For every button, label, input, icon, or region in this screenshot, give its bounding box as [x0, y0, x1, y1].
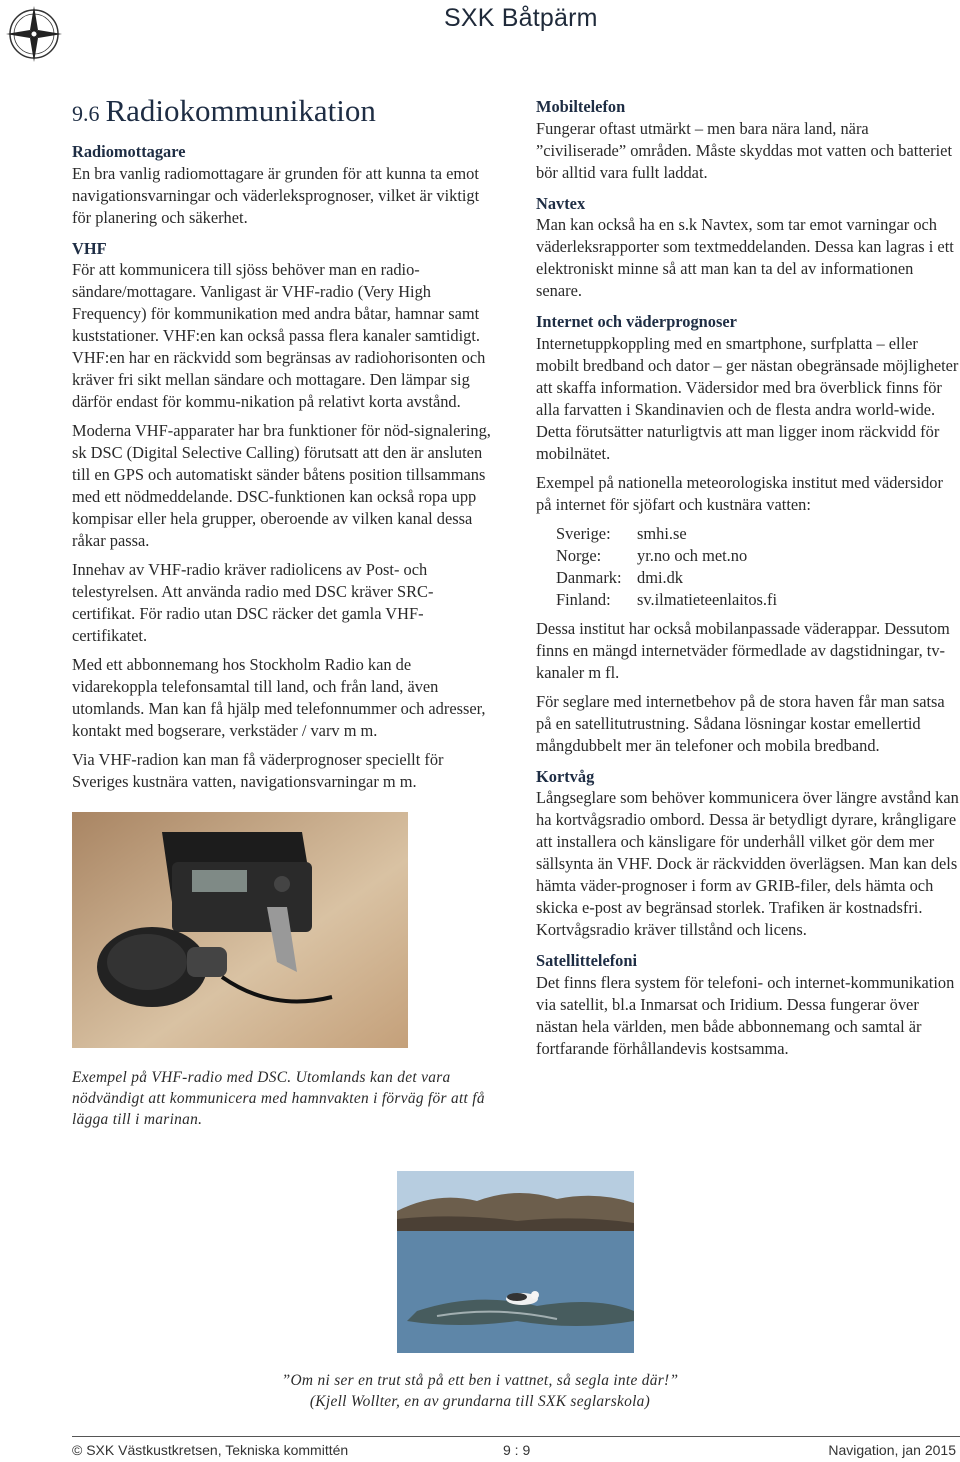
institute-site: smhi.se	[637, 523, 687, 543]
institute-country: Sverige:	[556, 523, 611, 543]
left-column	[72, 92, 492, 1130]
compass-rose-logo	[4, 2, 64, 64]
paragraph: Man kan också ha en s.k Navtex, som tar emot varningar och väderleksrapporter som textmeddelanden. Dessa kan lagras i ett elektroniskt minne så att man kan ta del av informationen senare.	[536, 215, 954, 300]
paragraph: Moderna VHF-apparater har bra funktioner för nöd-signalering, sk DSC (Digital Selective Calling) förutsatt att den är ansluten till en GPS och automatiskt sänder båtens position tillsammans med ett nödmeddelande. DSC-funktionen kan också ropa upp kompisar eller hela grupper, oberoende av vilken kanal dessa råkar passa.	[72, 421, 491, 550]
paragraph: För att kommunicera till sjöss behöver man en radio-sändare/mottagare. Vanligast är VHF-radio (Very High Frequency) för kommunikation med andra båtar, hamnar samt kuststationer. VHF:en kan också passa flera kanaler samtidigt. VHF:en har en räckvidd som begränsas av radiohorisonten och kräver fri sikt mellan sändare och mottagare. Den lämpar sig därför endast för kommu-nikation på relativt korta avstånd.	[72, 260, 486, 411]
institute-site: yr.no och met.no	[637, 545, 748, 565]
quote	[260, 1370, 700, 1412]
section-vhf	[72, 238, 492, 794]
chapter-number: 9.6	[72, 101, 100, 126]
quote-attribution: (Kjell Wollter, en av grundarna till SXK seglarskola)	[309, 1393, 651, 1410]
heading-mobiltelefon: Mobiltelefon	[536, 97, 626, 116]
heading-navtex: Navtex	[536, 193, 586, 213]
vhf-radio-photo	[72, 812, 408, 1048]
paragraph: Innehav av VHF-radio kräver radiolicens av Post- och telestyrelsen. Att använda radio med DSC kräver SRC-certifikat. För radio utan DSC räcker det gamla VHF-certifikatet.	[72, 560, 434, 645]
seagull-photo	[397, 1171, 634, 1353]
paragraph: Det finns flera system för telefoni- och internet-kommunikation via satellit, bl.a Inmarsat och Iridium. Dessa fungerar över nästan hela världen, men både abbonnemang och samtal är fortfarande förhållandevis kostsamma.	[536, 972, 955, 1058]
page-header-title: SXK Båtpärm	[444, 4, 598, 32]
institute-row	[556, 589, 960, 611]
section-kortvag	[536, 766, 960, 942]
paragraph: En bra vanlig radiomottagare är grunden för att kunna ta emot navigationsvarningar och väderleksprognoser, vilket är viktigt för planering och säkerhet.	[72, 163, 480, 227]
heading-vhf: VHF	[72, 238, 107, 258]
institute-country: Finland:	[556, 589, 611, 609]
section-internet	[536, 311, 960, 757]
institute-list	[556, 523, 960, 611]
section-mobiltelefon	[536, 96, 960, 184]
quote-text: ”Om ni ser en trut stå på ett ben i vattnet, så segla inte där!”	[281, 1372, 679, 1389]
paragraph: Med ett abbonnemang hos Stockholm Radio kan de vidarekoppla telefonsamtal till land, och från land, även utomlands. Man kan få hjälp med telefonnummer och adresser, kontakt med bogserare, verkstäder / varv m m.	[72, 655, 486, 740]
heading-radiomottagare: Radiomottagare	[72, 142, 186, 161]
institute-country: Norge:	[556, 545, 602, 565]
footer-page-number: 9 : 9	[503, 1442, 531, 1458]
institute-site: dmi.dk	[637, 567, 683, 587]
heading-kortvag: Kortvåg	[536, 766, 595, 786]
paragraph: Långseglare som behöver kommunicera över längre avstånd kan ha kortvågsradio ombord. Dessa är betydligt dyrare, krångligare att installera och känsligare för underhåll vilket gör dem mer sällsynta än VHF. Dock är räckvidden överlägsen. Man kan dels hämta väder-prognoser i form av GRIB-filer, dels hämta och skicka e-post av begränsad storlek. Trafiken är kostnadsfri. Kortvågsradio kräver tillstånd och licens.	[536, 788, 959, 939]
photo-caption: Exempel på VHF-radio med DSC. Utomlands kan det vara nödvändigt att kommunicera med hamnvakten i förväg för att få lägga till i marinan.	[72, 1069, 485, 1128]
paragraph: Dessa institut har också mobilanpassade väderappar. Dessutom finns en mängd internetväder förmedlade av dagstidningar, tv-kanaler m fl.	[536, 618, 950, 682]
section-navtex	[536, 193, 960, 303]
chapter-title	[72, 92, 492, 133]
footer-date: Navigation, jan 2015	[828, 1442, 956, 1458]
paragraph: För seglare med internetbehov på de stora haven får man satsa på en satellitutrustning. Sådana lösningar kostar emellertid mångdubbelt mer än telefoner och mobila bredband.	[536, 691, 945, 755]
paragraph: Exempel på nationella meteorologiska institut med vädersidor på internet för sjöfart och kustnära vatten:	[536, 472, 943, 514]
institute-row	[556, 545, 960, 567]
footer-divider	[72, 1436, 960, 1437]
paragraph: Via VHF-radion kan man få väderprognoser speciellt för Sveriges kustnära vatten, navigationsvarningar m m.	[72, 750, 444, 791]
chapter-name: Radiokommunikation	[105, 93, 376, 128]
paragraph: Fungerar oftast utmärkt – men bara nära land, nära ”civiliserade” områden. Måste skyddas mot vatten och batteriet bör alltid vara fullt laddat.	[536, 118, 952, 182]
heading-internet: Internet och väderprognoser	[536, 312, 737, 331]
section-radiomottagare	[72, 141, 492, 229]
right-column	[536, 96, 960, 1069]
institute-row	[556, 523, 960, 545]
paragraph: Internetuppkoppling med en smartphone, surfplatta – eller mobilt bredband och dator – ger nästan obegränsade möjligheter att skaffa information. Vädersidor med bra överblick finns för alla farvatten i Skandinavien och de flesta andra world-wide. Detta förutsätter naturligtvis att man ligger inom räckvidd för mobilnätet.	[536, 333, 959, 463]
institute-site: sv.ilmatieteenlaitos.fi	[637, 589, 778, 609]
institute-country: Danmark:	[556, 567, 622, 587]
section-satellittelefoni	[536, 950, 960, 1060]
footer-copyright: © SXK Västkustkretsen, Tekniska kommittén	[72, 1442, 349, 1458]
heading-satellittelefoni: Satellittelefoni	[536, 951, 638, 970]
institute-row	[556, 567, 960, 589]
